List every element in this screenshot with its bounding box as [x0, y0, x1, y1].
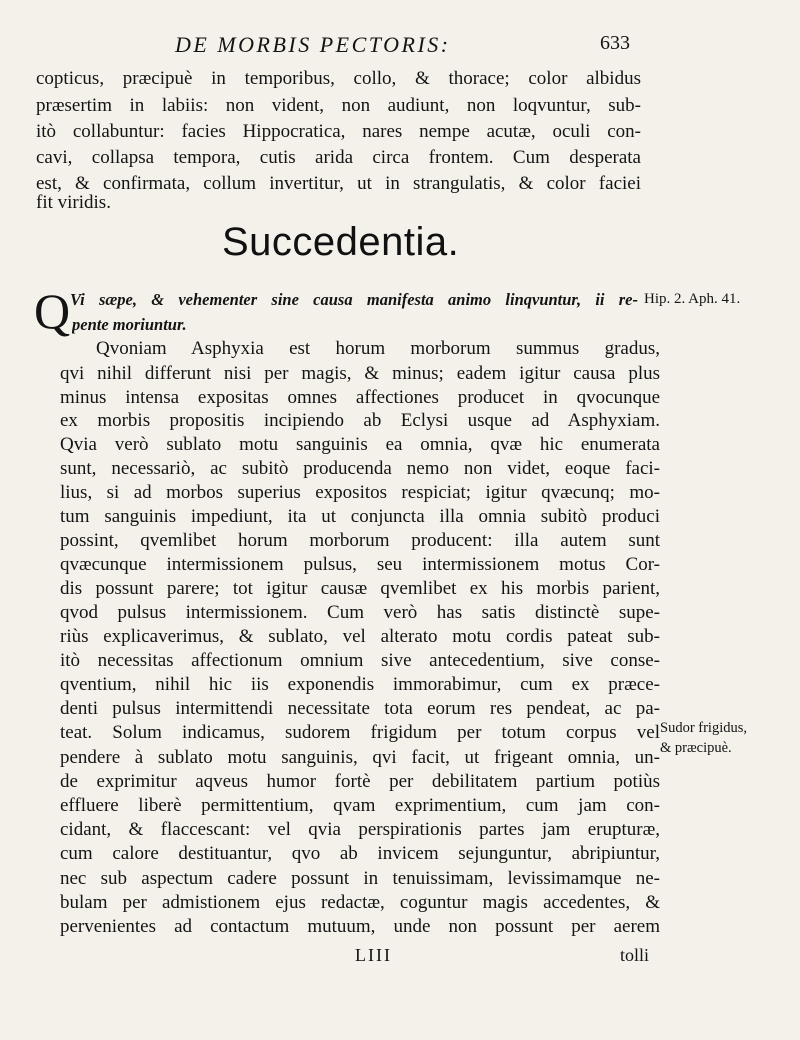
- signature-mark: LIII: [355, 945, 392, 965]
- text-line: teat. Solum indicamus, sudorem frigidum per totum corpus vel: [60, 722, 660, 743]
- margin-note-hippocrates: Hip. 2. Aph. 41.: [644, 291, 741, 307]
- text-line: lius, si ad morbos superius expositos respiciat; igitur qvæcunq; mo-: [60, 482, 660, 503]
- text-line: itò collabuntur: facies Hippocratica, nares nempe acutæ, oculi con-: [36, 121, 641, 142]
- text-line: nec sub aspectum cadere possunt in tenuissimam, levissimamque ne-: [60, 868, 660, 889]
- text-line: de exprimitur aqveus humor fortè per debilitatem partium potiùs: [60, 771, 660, 792]
- text-line: qventium, nihil hic iis exponendis immorabimur, cum ex præce-: [60, 674, 660, 695]
- drop-initial: Q: [34, 283, 71, 339]
- text-line: bulam per admistionem ejus redactæ, coguntur magis accedentes, &: [60, 892, 660, 913]
- text-line: dis possunt parere; tot igitur causæ qvemlibet ex his morbis parient,: [60, 578, 660, 599]
- text-line: tum sanguinis impediunt, ita ut conjuncta illa omnia subitò produci: [60, 506, 660, 527]
- text-line: pervenientes ad contactum mutuum, unde non possunt per aerem: [60, 916, 660, 937]
- text-line: cidant, & flaccescant: vel qvia perspirationis partes jam erupturæ,: [60, 819, 660, 840]
- aphorism-line: pente moriuntur.: [72, 315, 187, 334]
- text-line: qvi nihil differunt nisi per magis, & minus; eadem igitur causa plus: [60, 363, 660, 384]
- running-head: [0, 30, 800, 60]
- text-line: præsertim in labiis: non vident, non audiunt, non loqvuntur, sub-: [36, 95, 641, 116]
- text-line: Qvia verò sublato motu sanguinis ea omnia, qvæ hic enumerata: [60, 434, 660, 455]
- text-line: copticus, præcipuè in temporibus, collo, & thorace; color albidus: [36, 68, 641, 89]
- margin-note-sudor: [660, 718, 747, 758]
- text-line: possint, qvemlibet horum morborum producent: illa autem sunt: [60, 530, 660, 551]
- text-line: qvod pulsus intermissionem. Cum verò has satis distinctè supe-: [60, 602, 660, 623]
- text-line: sunt, necessariò, ac subitò producenda nemo non videt, eoque faci-: [60, 458, 660, 479]
- text-line: denti pulsus intermittendi necessitate tota eorum res pendeat, ac pa-: [60, 698, 660, 719]
- text-line: itò necessitas affectionum omnium sive antecedentium, sive conse-: [60, 650, 660, 671]
- margin-note-line: Sudor frigidus,: [660, 720, 747, 736]
- text-line: Qvoniam Asphyxia est horum morborum summus gradus,: [96, 338, 660, 359]
- text-line: ex morbis propositis incipiendo ab Eclysi usque ad Asphyxiam.: [60, 410, 660, 431]
- aphorism-line: Vi sæpe, & vehementer sine causa manifesta animo linqvuntur, ii re-: [70, 290, 638, 309]
- text-line: fit viridis.: [36, 192, 111, 213]
- margin-note-line: & præcipuè.: [660, 740, 732, 756]
- section-heading: Succedentia.: [222, 220, 460, 264]
- text-line: est, & confirmata, collum invertitur, ut in strangulatis, & color faciei: [36, 173, 641, 194]
- page-number: 633: [600, 32, 630, 54]
- text-line: cum calore destituantur, qvo ab invicem sejunguntur, abripiuntur,: [60, 843, 660, 864]
- catchword: tolli: [620, 945, 650, 965]
- page-footer: [0, 945, 800, 975]
- text-line: cavi, collapsa tempora, cutis arida circa frontem. Cum desperata: [36, 147, 641, 168]
- running-title: DE MORBIS PECTORIS:: [175, 32, 451, 57]
- text-line: riùs explicaverimus, & sublato, vel alterato motu cordis pateat sub-: [60, 626, 660, 647]
- text-line: minus intensa expositas omnes affectiones producet in qvocunque: [60, 387, 660, 408]
- text-line: qvæcunque intermissionem pulsus, seu intermissionem motus Cor-: [60, 554, 660, 575]
- text-line: effluere liberè permittentium, qvam exprimentium, cum jam con-: [60, 795, 660, 816]
- text-line: pendere à sublato motu sanguinis, qvi facit, ut frigeant omnia, un-: [60, 747, 660, 768]
